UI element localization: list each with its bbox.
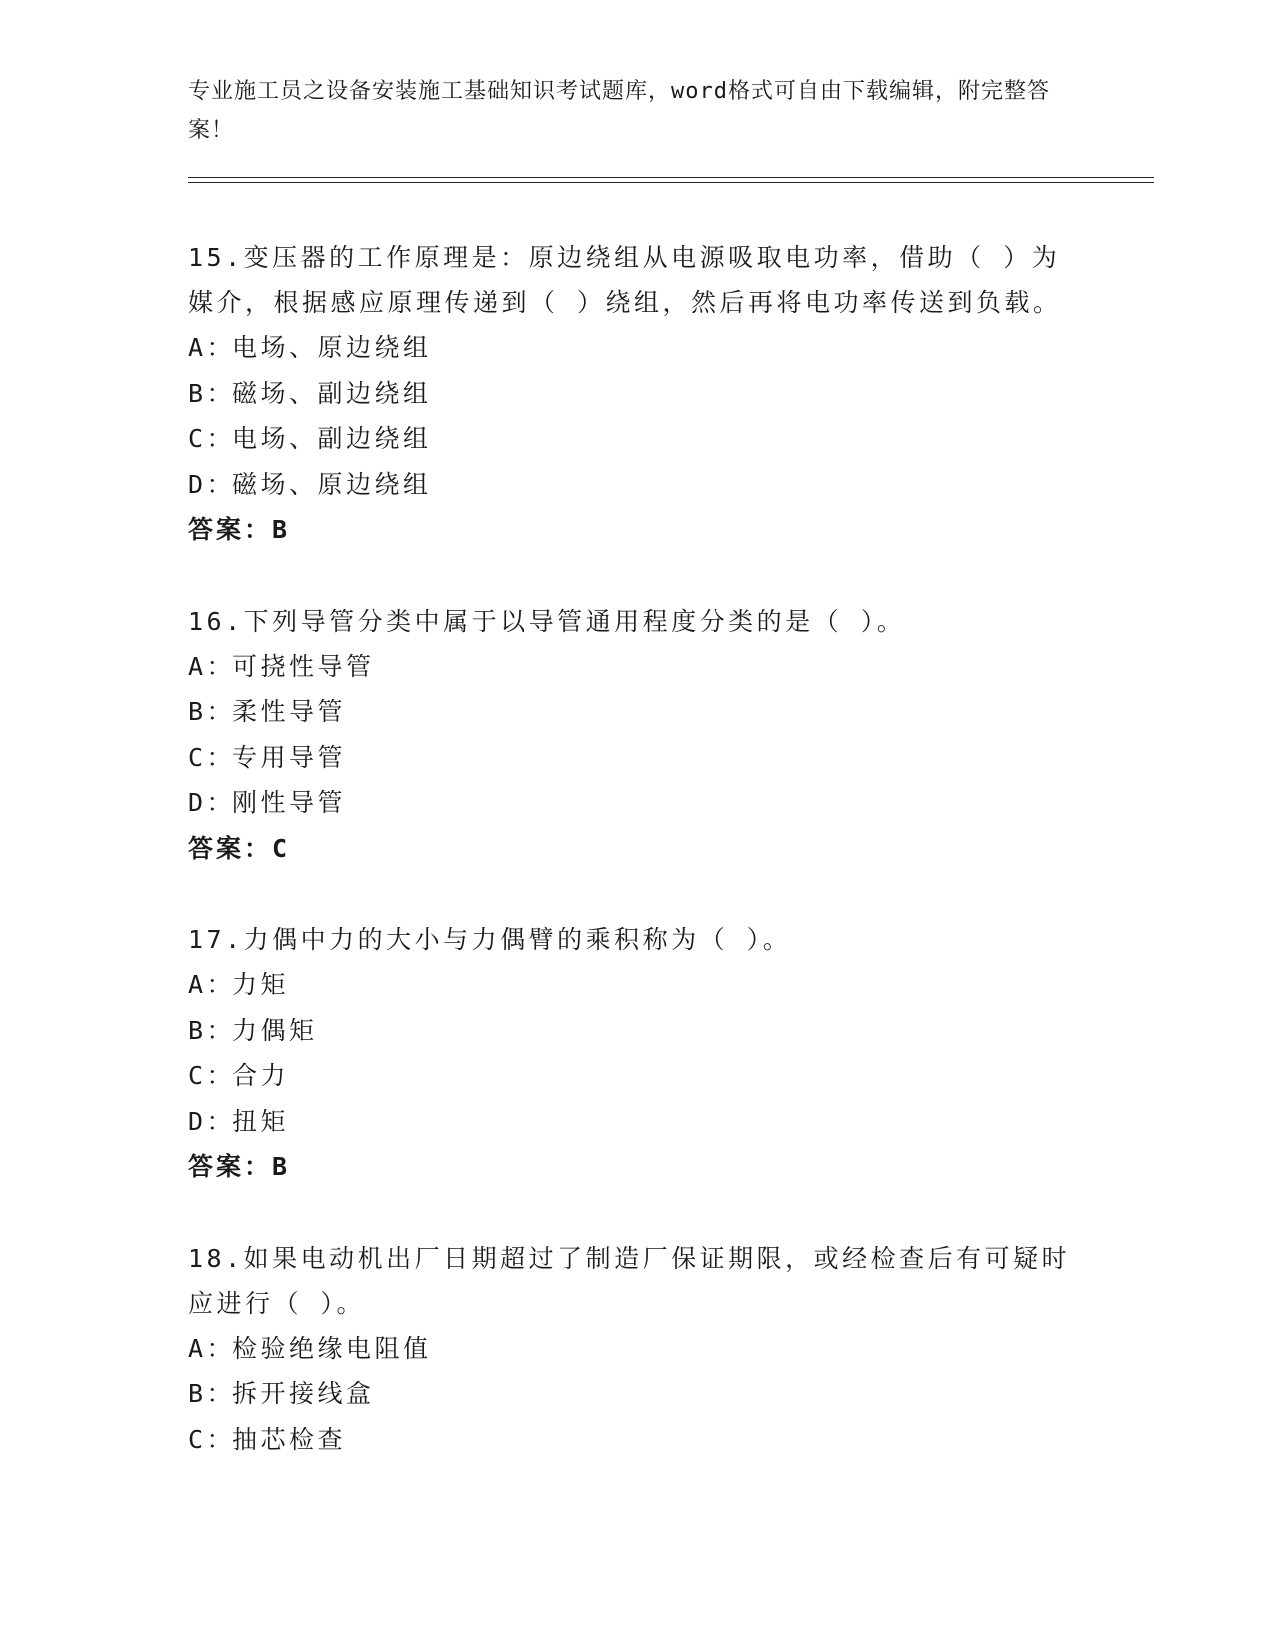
option-text: 拆开接线盒	[232, 1379, 375, 1408]
option-text: 磁场、原边绕组	[232, 469, 432, 499]
option-b	[188, 689, 1088, 735]
question-stem: 17.力偶中力的大小与力偶臂的乘积称为（ ）。	[188, 925, 792, 954]
option-letter: A：	[188, 1333, 236, 1363]
option-a	[188, 325, 1088, 371]
question-stem: 15.变压器的工作原理是：原边绕组从电源吸取电功率，借助（ ）为媒介，根据感应原理传递到（ ）绕组，然后再将电功率传送到负载。	[188, 243, 1062, 317]
option-d	[188, 462, 1088, 508]
document-header: 专业施工员之设备安装施工基础知识考试题库，word格式可自由下载编辑，附完整答案！	[188, 79, 1050, 143]
header-divider-bottom	[188, 182, 1154, 183]
option-letter: C：	[188, 1061, 236, 1090]
question-16	[188, 599, 1088, 872]
answer-line: 答案：B	[188, 515, 291, 544]
option-b	[188, 371, 1088, 417]
header-divider-top	[188, 177, 1154, 178]
option-a	[188, 644, 1088, 690]
option-text: 扭矩	[232, 1106, 290, 1136]
option-text: 刚性导管	[232, 788, 347, 817]
option-text: 抽芯检查	[232, 1424, 347, 1454]
option-b	[188, 1008, 1088, 1054]
option-text: 电场、副边绕组	[232, 424, 432, 453]
option-b	[188, 1371, 1088, 1417]
option-letter: A：	[188, 970, 236, 999]
option-c	[188, 1053, 1088, 1099]
option-c	[188, 735, 1088, 781]
option-a	[188, 962, 1088, 1008]
option-text: 力矩	[232, 970, 290, 999]
option-d	[188, 1099, 1088, 1145]
option-text: 专用导管	[232, 742, 347, 772]
question-15	[188, 235, 1088, 553]
question-stem: 18.如果电动机出厂日期超过了制造厂保证期限，或经检查后有可疑时应进行（ ）。	[188, 1243, 1071, 1318]
question-stem: 16.下列导管分类中属于以导管通用程度分类的是（ ）。	[188, 606, 906, 636]
option-letter: B：	[188, 697, 236, 726]
option-letter: A：	[188, 651, 236, 681]
option-letter: B：	[188, 378, 236, 408]
option-c	[188, 416, 1088, 462]
option-letter: B：	[188, 1379, 236, 1408]
answer-line: 答案：C	[188, 833, 291, 863]
question-18	[188, 1236, 1088, 1463]
option-letter: C：	[188, 742, 236, 772]
option-a	[188, 1326, 1088, 1372]
option-text: 电场、原边绕组	[232, 333, 432, 362]
option-text: 磁场、副边绕组	[232, 378, 432, 408]
option-letter: C：	[188, 424, 236, 453]
option-letter: A：	[188, 333, 236, 362]
option-d	[188, 780, 1088, 826]
option-letter: D：	[188, 469, 236, 499]
option-letter: D：	[188, 1106, 236, 1136]
option-letter: D：	[188, 788, 236, 817]
option-text: 检验绝缘电阻值	[232, 1333, 432, 1363]
question-list	[188, 235, 1088, 1508]
option-letter: B：	[188, 1015, 236, 1045]
option-text: 合力	[232, 1061, 290, 1090]
question-17	[188, 917, 1088, 1190]
answer-line: 答案：B	[188, 1152, 291, 1181]
option-text: 可挠性导管	[232, 651, 375, 681]
option-text: 柔性导管	[232, 697, 347, 726]
option-text: 力偶矩	[232, 1015, 318, 1045]
option-c	[188, 1417, 1088, 1463]
option-letter: C：	[188, 1424, 236, 1454]
